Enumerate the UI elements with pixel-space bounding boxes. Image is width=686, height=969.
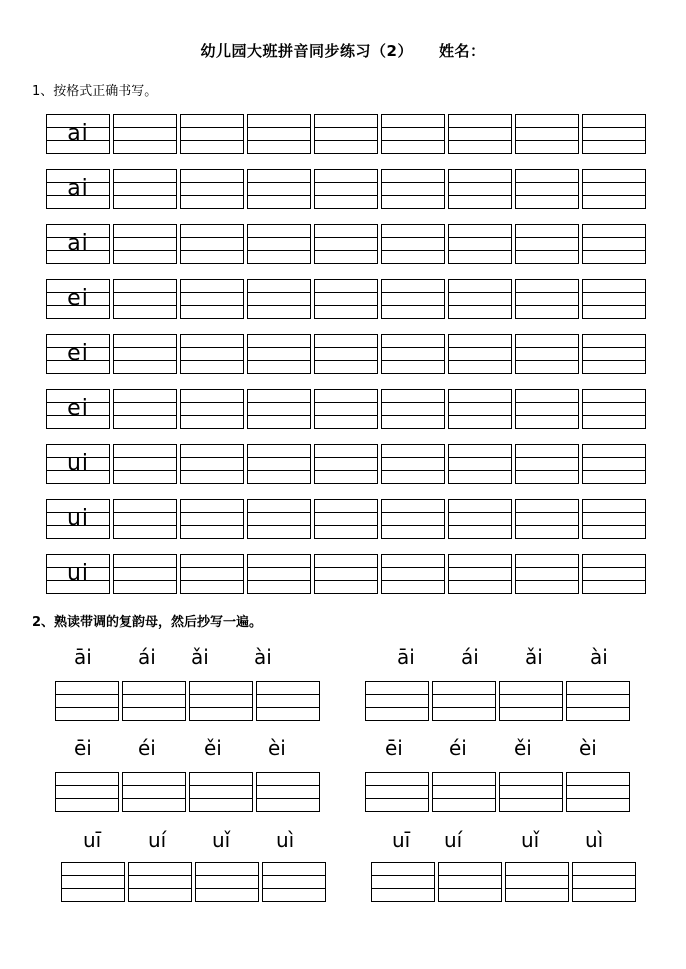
writing-cell[interactable] bbox=[365, 772, 429, 812]
writing-cell[interactable] bbox=[122, 681, 186, 721]
writing-row bbox=[46, 114, 649, 154]
toned-final: èi bbox=[268, 736, 286, 760]
writing-cell[interactable] bbox=[582, 554, 646, 594]
writing-cell[interactable] bbox=[113, 554, 177, 594]
writing-cell[interactable] bbox=[314, 169, 378, 209]
writing-cell[interactable] bbox=[448, 114, 512, 154]
writing-cell[interactable] bbox=[381, 499, 445, 539]
copy-grid bbox=[365, 681, 633, 721]
model-pinyin: ui bbox=[66, 451, 90, 476]
copy-grid bbox=[61, 862, 329, 902]
writing-row bbox=[46, 169, 649, 209]
writing-cell[interactable] bbox=[448, 279, 512, 319]
writing-cell[interactable] bbox=[499, 681, 563, 721]
writing-cell[interactable] bbox=[515, 499, 579, 539]
model-cell bbox=[46, 389, 110, 429]
model-pinyin: ai bbox=[67, 176, 89, 201]
model-cell bbox=[46, 444, 110, 484]
writing-cell[interactable] bbox=[381, 279, 445, 319]
toned-final: uí bbox=[148, 828, 167, 852]
toned-final: èi bbox=[579, 736, 597, 760]
model-cell bbox=[46, 279, 110, 319]
toned-final: āi bbox=[397, 645, 415, 669]
writing-cell[interactable] bbox=[180, 389, 244, 429]
name-label: 姓名： bbox=[438, 42, 486, 60]
writing-cell[interactable] bbox=[180, 334, 244, 374]
writing-cell[interactable] bbox=[314, 224, 378, 264]
writing-cell[interactable] bbox=[515, 554, 579, 594]
toned-final: ěi bbox=[204, 736, 222, 760]
writing-cell[interactable] bbox=[566, 772, 630, 812]
writing-cell[interactable] bbox=[582, 389, 646, 429]
writing-cell[interactable] bbox=[448, 224, 512, 264]
writing-cell[interactable] bbox=[113, 499, 177, 539]
writing-cell[interactable] bbox=[381, 554, 445, 594]
writing-row bbox=[46, 279, 649, 319]
model-pinyin: ei bbox=[67, 341, 89, 366]
writing-cell[interactable] bbox=[515, 279, 579, 319]
writing-cell[interactable] bbox=[256, 772, 320, 812]
model-cell bbox=[46, 114, 110, 154]
writing-cell[interactable] bbox=[113, 389, 177, 429]
writing-cell[interactable] bbox=[247, 114, 311, 154]
model-cell bbox=[46, 554, 110, 594]
writing-cell[interactable] bbox=[314, 389, 378, 429]
writing-cell[interactable] bbox=[113, 279, 177, 319]
writing-cell[interactable] bbox=[515, 224, 579, 264]
writing-cell[interactable] bbox=[371, 862, 435, 902]
toned-final: āi bbox=[74, 645, 92, 669]
writing-cell[interactable] bbox=[381, 224, 445, 264]
writing-cell[interactable] bbox=[247, 224, 311, 264]
writing-cell[interactable] bbox=[180, 224, 244, 264]
writing-cell[interactable] bbox=[113, 444, 177, 484]
toned-final: uǐ bbox=[212, 828, 231, 852]
toned-final: uī bbox=[83, 828, 102, 852]
writing-cell[interactable] bbox=[61, 862, 125, 902]
writing-cell[interactable] bbox=[189, 772, 253, 812]
writing-cell[interactable] bbox=[515, 444, 579, 484]
writing-cell[interactable] bbox=[195, 862, 259, 902]
writing-cell[interactable] bbox=[566, 681, 630, 721]
writing-cell[interactable] bbox=[505, 862, 569, 902]
writing-cell[interactable] bbox=[314, 334, 378, 374]
writing-cell[interactable] bbox=[314, 279, 378, 319]
toned-final: uì bbox=[585, 828, 604, 852]
writing-cell[interactable] bbox=[448, 389, 512, 429]
toned-final: ái bbox=[138, 645, 156, 669]
section2-heading: 2、熟读带调的复韵母，然后抄写一遍。 bbox=[32, 615, 263, 630]
model-pinyin: ui bbox=[66, 561, 90, 586]
writing-row bbox=[46, 224, 649, 264]
toned-final: ài bbox=[254, 645, 272, 669]
writing-cell[interactable] bbox=[122, 772, 186, 812]
writing-cell[interactable] bbox=[247, 444, 311, 484]
writing-cell[interactable] bbox=[247, 169, 311, 209]
writing-row bbox=[46, 444, 649, 484]
toned-final: éi bbox=[138, 736, 156, 760]
writing-cell[interactable] bbox=[256, 681, 320, 721]
writing-cell[interactable] bbox=[515, 389, 579, 429]
writing-row bbox=[46, 499, 649, 539]
toned-final: uǐ bbox=[521, 828, 540, 852]
toned-final: ái bbox=[461, 645, 479, 669]
writing-cell[interactable] bbox=[128, 862, 192, 902]
toned-final: uì bbox=[276, 828, 295, 852]
writing-cell[interactable] bbox=[448, 554, 512, 594]
writing-cell[interactable] bbox=[247, 499, 311, 539]
writing-cell[interactable] bbox=[582, 499, 646, 539]
toned-final: ài bbox=[590, 645, 608, 669]
writing-cell[interactable] bbox=[582, 334, 646, 374]
writing-cell[interactable] bbox=[381, 389, 445, 429]
writing-cell[interactable] bbox=[113, 114, 177, 154]
worksheet-title: 幼儿园大班拼音同步练习（2） bbox=[200, 42, 413, 60]
writing-cell[interactable] bbox=[582, 279, 646, 319]
copy-grid bbox=[55, 772, 323, 812]
writing-cell[interactable] bbox=[582, 444, 646, 484]
writing-row bbox=[46, 554, 649, 594]
writing-cell[interactable] bbox=[247, 554, 311, 594]
toned-final: éi bbox=[449, 736, 467, 760]
model-pinyin: ai bbox=[67, 231, 89, 256]
model-pinyin: ei bbox=[67, 286, 89, 311]
writing-cell[interactable] bbox=[55, 681, 119, 721]
copy-grid bbox=[371, 862, 639, 902]
section1-heading: 1、按格式正确书写。 bbox=[32, 84, 158, 99]
writing-cell[interactable] bbox=[572, 862, 636, 902]
writing-cell[interactable] bbox=[314, 114, 378, 154]
writing-cell[interactable] bbox=[515, 334, 579, 374]
model-cell bbox=[46, 224, 110, 264]
toned-final: ēi bbox=[385, 736, 403, 760]
writing-cell[interactable] bbox=[262, 862, 326, 902]
writing-cell[interactable] bbox=[314, 499, 378, 539]
writing-cell[interactable] bbox=[448, 499, 512, 539]
copy-grid bbox=[55, 681, 323, 721]
model-pinyin: ui bbox=[66, 506, 90, 531]
writing-cell[interactable] bbox=[180, 279, 244, 319]
writing-cell[interactable] bbox=[448, 169, 512, 209]
model-cell bbox=[46, 169, 110, 209]
model-cell bbox=[46, 334, 110, 374]
writing-cell[interactable] bbox=[113, 334, 177, 374]
copy-grid bbox=[365, 772, 633, 812]
writing-cell[interactable] bbox=[180, 114, 244, 154]
writing-cell[interactable] bbox=[55, 772, 119, 812]
writing-cell[interactable] bbox=[365, 681, 429, 721]
writing-cell[interactable] bbox=[381, 114, 445, 154]
model-pinyin: ai bbox=[67, 121, 89, 146]
toned-final: ǎi bbox=[191, 645, 209, 669]
model-pinyin: ei bbox=[67, 396, 89, 421]
model-cell bbox=[46, 499, 110, 539]
writing-cell[interactable] bbox=[180, 444, 244, 484]
writing-cell[interactable] bbox=[113, 169, 177, 209]
writing-cell[interactable] bbox=[314, 554, 378, 594]
writing-cell[interactable] bbox=[247, 279, 311, 319]
writing-cell[interactable] bbox=[247, 334, 311, 374]
toned-final: uī bbox=[392, 828, 411, 852]
page-title bbox=[0, 40, 686, 61]
toned-final: ēi bbox=[74, 736, 92, 760]
writing-cell[interactable] bbox=[381, 334, 445, 374]
writing-cell[interactable] bbox=[448, 334, 512, 374]
writing-cell[interactable] bbox=[582, 169, 646, 209]
writing-cell[interactable] bbox=[314, 444, 378, 484]
writing-row bbox=[46, 334, 649, 374]
writing-cell[interactable] bbox=[515, 169, 579, 209]
writing-cell[interactable] bbox=[180, 499, 244, 539]
writing-cell[interactable] bbox=[432, 681, 496, 721]
writing-cell[interactable] bbox=[247, 389, 311, 429]
toned-final: ěi bbox=[514, 736, 532, 760]
writing-cell[interactable] bbox=[189, 681, 253, 721]
writing-cell[interactable] bbox=[180, 554, 244, 594]
writing-cell[interactable] bbox=[582, 114, 646, 154]
writing-cell[interactable] bbox=[381, 169, 445, 209]
writing-row bbox=[46, 389, 649, 429]
writing-cell[interactable] bbox=[180, 169, 244, 209]
writing-cell[interactable] bbox=[515, 114, 579, 154]
writing-cell[interactable] bbox=[381, 444, 445, 484]
writing-cell[interactable] bbox=[499, 772, 563, 812]
writing-cell[interactable] bbox=[432, 772, 496, 812]
writing-cell[interactable] bbox=[448, 444, 512, 484]
writing-cell[interactable] bbox=[582, 224, 646, 264]
writing-cell[interactable] bbox=[438, 862, 502, 902]
toned-final: ǎi bbox=[525, 645, 543, 669]
writing-cell[interactable] bbox=[113, 224, 177, 264]
toned-final: uí bbox=[444, 828, 463, 852]
